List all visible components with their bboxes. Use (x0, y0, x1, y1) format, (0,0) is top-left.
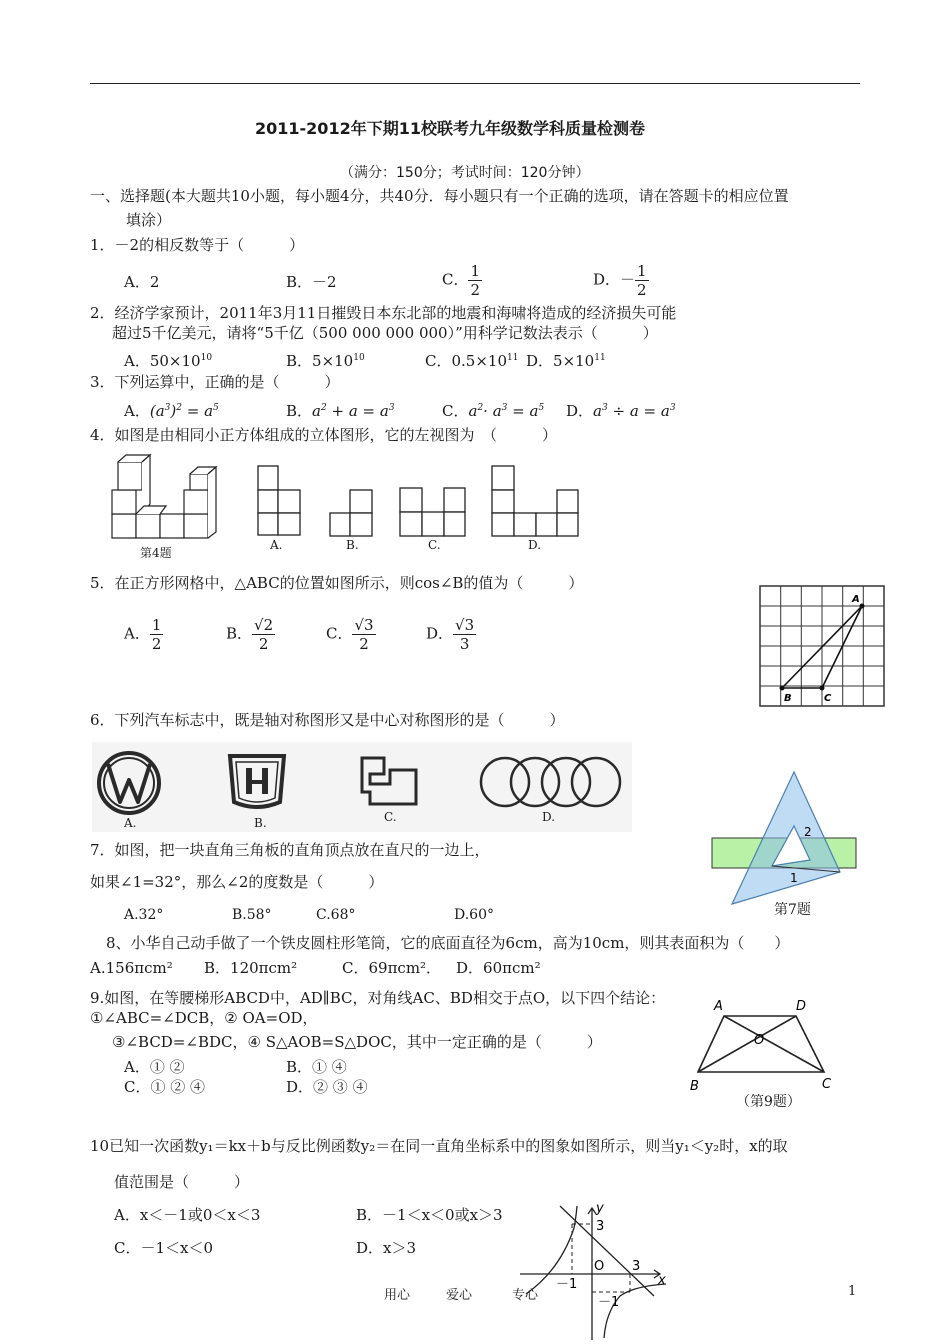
footer-motto-3: 专心 (512, 1288, 539, 1303)
q4-option-a-view (258, 466, 302, 536)
q6-option-d-label: D. (542, 810, 556, 824)
q1-d-fraction: $\frac{1}{2}$ (637, 262, 647, 299)
q9-option-c: C．① ② ④ (124, 1078, 206, 1096)
q8-option-d: D．60πcm² (456, 959, 541, 977)
q9-option-a: A．① ② (124, 1058, 185, 1076)
q2-option-a: A．$50\times 10^{10}$ (124, 352, 213, 370)
q7-option-a: A.32° (124, 907, 164, 923)
q10-option-c: C．－1＜x＜0 (114, 1239, 214, 1257)
q9-point-d: D (796, 999, 807, 1014)
q4-caption: 第4题 (140, 546, 172, 560)
q9-trapezoid-figure (688, 996, 838, 1096)
q4-option-c-label: C. (428, 538, 441, 552)
q10-option-d: D．x＞3 (356, 1239, 417, 1257)
footer-motto-2: 爱心 (446, 1288, 473, 1303)
q10-tick-3-y: 3 (596, 1219, 605, 1234)
q9-caption: （第9题） (736, 1094, 801, 1110)
q1-option-d (593, 262, 649, 299)
q10-axis-y-label: y (596, 1201, 604, 1216)
exam-subtitle: （满分：150分；考试时间：120分钟） (340, 165, 590, 181)
q5-stem: 5．在正方形网格中，△ABC的位置如图所示，则cos∠B的值为（ ） (90, 574, 584, 592)
q6-logo-b (224, 752, 290, 814)
q1-option-d-label: D．－ (593, 270, 636, 289)
q5-option-c: C． $\frac{√3}{2}$ (326, 616, 374, 653)
q2-option-c: C．$0.5\times 10^{11}$ (425, 352, 519, 370)
q10-option-b: B．－1＜x＜0或x＞3 (356, 1206, 503, 1224)
q9-option-d: D．② ③ ④ (286, 1078, 368, 1096)
q8-option-c: C．69πcm²． (342, 959, 442, 977)
section-heading: 一、选择题(本大题共10小题，每小题4分，共40分．每小题只有一个正确的选项，请在答题卡的相应位置 (90, 187, 789, 205)
exam-title: 2011-2012年下期11校联考九年级数学科质量检测卷 (255, 119, 645, 138)
q9-point-a: A (714, 999, 723, 1014)
q9-point-c: C (822, 1077, 832, 1092)
q6-option-c-label: C. (384, 810, 397, 824)
q6-option-b-label: B. (254, 816, 267, 830)
q5-point-c: C (824, 693, 832, 704)
q7-option-d: D.60° (454, 907, 494, 923)
q6-logo-c (360, 756, 418, 808)
q10-origin-label: O (594, 1259, 605, 1274)
q8-option-a: A.156πcm² (90, 959, 173, 977)
q10-axis-x-label: x (658, 1273, 666, 1288)
q10-function-graph (520, 1200, 670, 1340)
q5-point-b: B (784, 693, 792, 704)
section-heading-cont: 填涂） (126, 211, 172, 229)
q4-option-a-label: A. (270, 538, 283, 552)
page-number: 1 (848, 1284, 857, 1299)
q5-option-a: A． $\frac{1}{2}$ (124, 616, 162, 653)
q8-option-b: B．120πcm² (204, 959, 298, 977)
q7-option-b: B.58° (232, 907, 272, 923)
top-rule (90, 83, 860, 84)
q9-line2: ①∠ABC=∠DCB，② OA=OD， (90, 1009, 318, 1027)
q1-option-b: B．－2 (286, 273, 337, 291)
q3-stem: 3．下列运算中，正确的是（ ） (90, 373, 340, 391)
q6-option-a-label: A. (124, 816, 137, 830)
q1-option-a: A．2 (124, 273, 160, 291)
q1-option-c-label: C． (442, 270, 469, 289)
q4-solid-figure (108, 452, 220, 544)
q1-option-c (442, 262, 482, 299)
q5-option-d: D． $\frac{√3}{3}$ (426, 616, 475, 653)
q3-option-a: A．$(a^3)^2 = a^5$ (124, 402, 219, 420)
q9-option-b: B．① ④ (286, 1058, 347, 1076)
q2-line1: 2．经济学家预计，2011年3月11日摧毁日本东北部的地震和海啸将造成的经济损失可能 (90, 304, 677, 322)
q6-stem: 6．下列汽车标志中，既是轴对称图形又是中心对称图形的是（ ） (90, 711, 565, 729)
footer-motto-1: 用心 (384, 1288, 411, 1303)
q9-point-o: O (754, 1033, 765, 1048)
q7-angle-1-label: 1 (790, 871, 798, 885)
q10-tick-3-x: 3 (632, 1259, 641, 1274)
q2-option-d: D．$5\times 10^{11}$ (526, 352, 606, 370)
q5-option-b: B． $\frac{√2}{2}$ (226, 616, 274, 653)
q10-line2: 值范围是（ ） (114, 1173, 250, 1191)
q1-c-fraction: $\frac{1}{2}$ (470, 262, 481, 299)
q4-option-d-label: D. (528, 538, 542, 552)
q5-grid-figure (760, 586, 886, 708)
q4-option-c-view (400, 488, 466, 538)
q7-option-c: C.68° (316, 907, 356, 923)
q7-line1: 7．如图，把一块直角三角板的直角顶点放在直尺的一边上， (90, 841, 490, 859)
q1-stem: 1．－2的相反数等于（ ） (90, 236, 305, 254)
q10-tick-minus1-y: －1 (598, 1295, 620, 1310)
q9-line1: 9.如图，在等腰梯形ABCD中，AD∥BC，对角线AC、BD相交于点O，以下四个结论： (90, 989, 666, 1007)
q8-stem: 8、小华自己动手做了一个铁皮圆柱形笔筒，它的底面直径为6cm，高为10cm，则其表面积为（ ） (106, 934, 790, 952)
q2-line2: 超过5千亿美元，请将“5千亿（500 000 000 000）”用科学记数法表示（ ） (112, 324, 658, 342)
q4-option-d-view (492, 466, 580, 538)
q9-point-b: B (690, 1079, 699, 1094)
q7-ruler-triangle-figure (710, 770, 858, 910)
q3-option-d: D．$a^3 \div a = a^3$ (566, 402, 676, 420)
q4-option-b-view (330, 490, 374, 538)
q3-option-b: B．$a^2 + a = a^3$ (286, 402, 395, 420)
q10-option-a: A．x＜－1或0＜x＜3 (114, 1206, 261, 1224)
q6-logo-d (478, 754, 624, 810)
q9-line3: ③∠BCD=∠BDC，④ S△AOB=S△DOC，其中一定正确的是（ ） (112, 1033, 602, 1051)
q7-line2: 如果∠1=32°，那么∠2的度数是（ ） (90, 873, 384, 891)
q7-caption: 第7题 (774, 902, 811, 918)
q10-tick-minus1-x: －1 (556, 1277, 578, 1292)
q7-angle-2-label: 2 (804, 825, 812, 839)
q5-point-a: A (852, 594, 860, 605)
q2-option-b: B．$5\times 10^{10}$ (286, 352, 365, 370)
q3-option-c: C．$a^2\cdot a^3 = a^5$ (442, 402, 545, 420)
q4-option-b-label: B. (346, 538, 359, 552)
q10-line1: 10已知一次函数y₁＝kx＋b与反比例函数y₂＝在同一直角坐标系中的图象如图所示，则当y₁＜y₂时，x的取 (90, 1137, 788, 1155)
q6-logo-a (96, 750, 162, 816)
q4-stem: 4．如图是由相同小正方体组成的立体图形，它的左视图为 （ ） (90, 426, 558, 444)
